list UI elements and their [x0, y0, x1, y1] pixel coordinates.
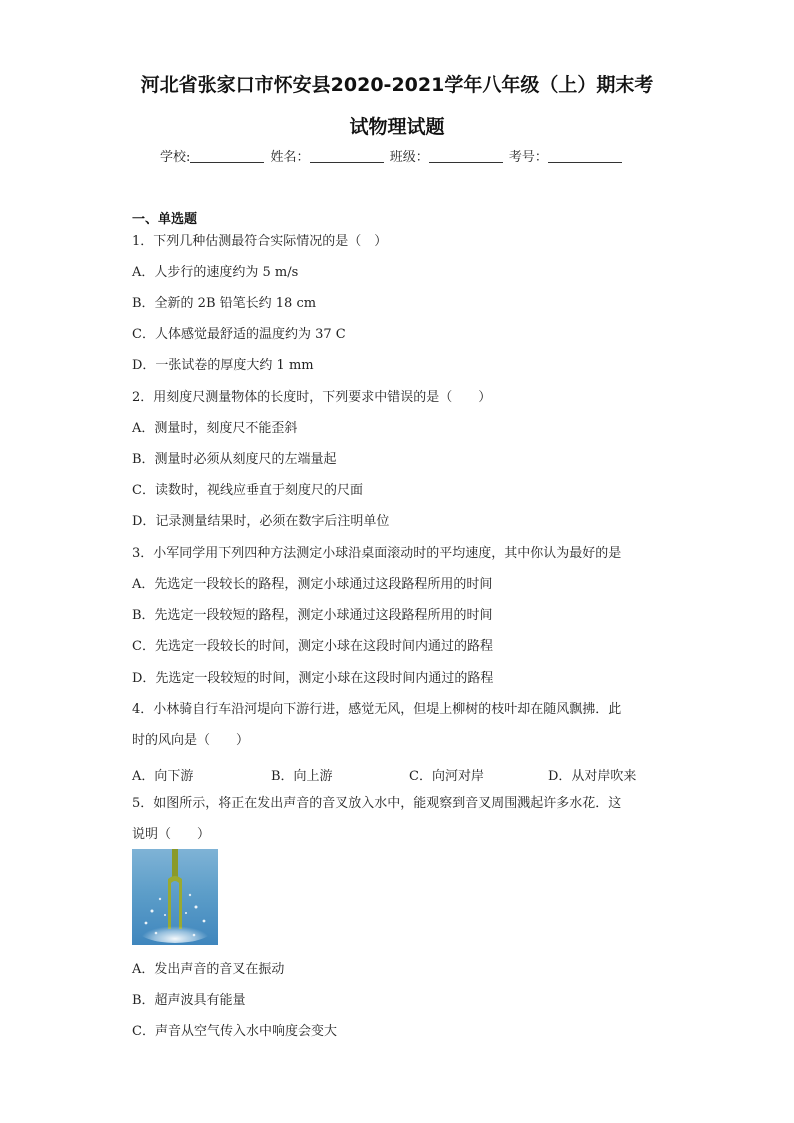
name-label: 姓名：	[270, 150, 310, 165]
class-blank[interactable]	[429, 148, 503, 163]
question-5-option-a: A．发出声音的音叉在振动	[132, 962, 285, 977]
exam-title-line2: 试物理试题	[349, 116, 445, 138]
tuning-fork-in-water-image	[132, 849, 218, 945]
school-blank[interactable]	[190, 148, 264, 163]
class-label: 班级：	[389, 150, 429, 165]
question-3-stem: 3．小军同学用下列四种方法测定小球沿桌面滚动时的平均速度，其中你认为最好的是	[132, 546, 622, 561]
question-3-option-a: A．先选定一段较长的路程，测定小球通过这段路程所用的时间	[132, 577, 493, 592]
question-4-option-d: D．从对岸吹来	[548, 769, 637, 784]
exam-number-label: 考号：	[508, 150, 548, 165]
question-2-option-b: B．测量时必须从刻度尺的左端量起	[132, 452, 337, 467]
question-4-option-a: A．向下游	[132, 769, 194, 784]
question-5-stem-line1: 5．如图所示，将正在发出声音的音叉放入水中，能观察到音叉周围溅起许多水花．这	[132, 796, 622, 811]
question-5-stem-line2: 说明（ ）	[132, 827, 211, 842]
question-1-option-c: C．人体感觉最舒适的温度约为 37 C	[132, 327, 346, 342]
exam-number-blank[interactable]	[548, 148, 622, 163]
question-4-options	[132, 765, 672, 784]
question-2-option-a: A．测量时，刻度尺不能歪斜	[132, 421, 298, 436]
exam-title-line1: 河北省张家口市怀安县2020-2021学年八年级（上）期末考	[140, 74, 654, 96]
question-3-option-d: D．先选定一段较短的时间，测定小球在这段时间内通过的路程	[132, 671, 494, 686]
question-2-stem: 2．用刻度尺测量物体的长度时，下列要求中错误的是（ ）	[132, 390, 492, 405]
name-blank[interactable]	[310, 148, 384, 163]
question-4-stem-line2: 时的风向是（ ）	[132, 733, 250, 748]
question-5-option-b: B．超声波具有能量	[132, 993, 246, 1008]
question-4-option-c: C．向河对岸	[409, 769, 484, 784]
question-1-option-a: A．人步行的速度约为 5 m/s	[132, 265, 299, 280]
question-4-stem-line1: 4．小林骑自行车沿河堤向下游行进，感觉无风，但堤上柳树的枝叶却在随风飘拂．此	[132, 702, 622, 717]
question-5-option-c: C．声音从空气传入水中响度会变大	[132, 1024, 337, 1039]
question-1-option-b: B．全新的 2B 铅笔长约 18 cm	[132, 296, 317, 311]
question-1-option-d: D．一张试卷的厚度大约 1 mm	[132, 358, 314, 373]
school-label: 学校:	[160, 150, 191, 165]
question-3-option-c: C．先选定一段较长的时间，测定小球在这段时间内通过的路程	[132, 639, 493, 654]
tuning-fork-illustration	[132, 849, 218, 945]
student-info-row	[160, 146, 640, 165]
question-2-option-c: C．读数时，视线应垂直于刻度尺的尺面	[132, 483, 363, 498]
section-title: 一、单选题	[132, 212, 198, 227]
question-3-option-b: B．先选定一段较短的路程，测定小球通过这段路程所用的时间	[132, 608, 493, 623]
question-1-stem: 1．下列几种估测最符合实际情况的是（ ）	[132, 234, 388, 249]
question-4-option-b: B．向上游	[271, 769, 333, 784]
question-2-option-d: D．记录测量结果时，必须在数字后注明单位	[132, 514, 390, 529]
